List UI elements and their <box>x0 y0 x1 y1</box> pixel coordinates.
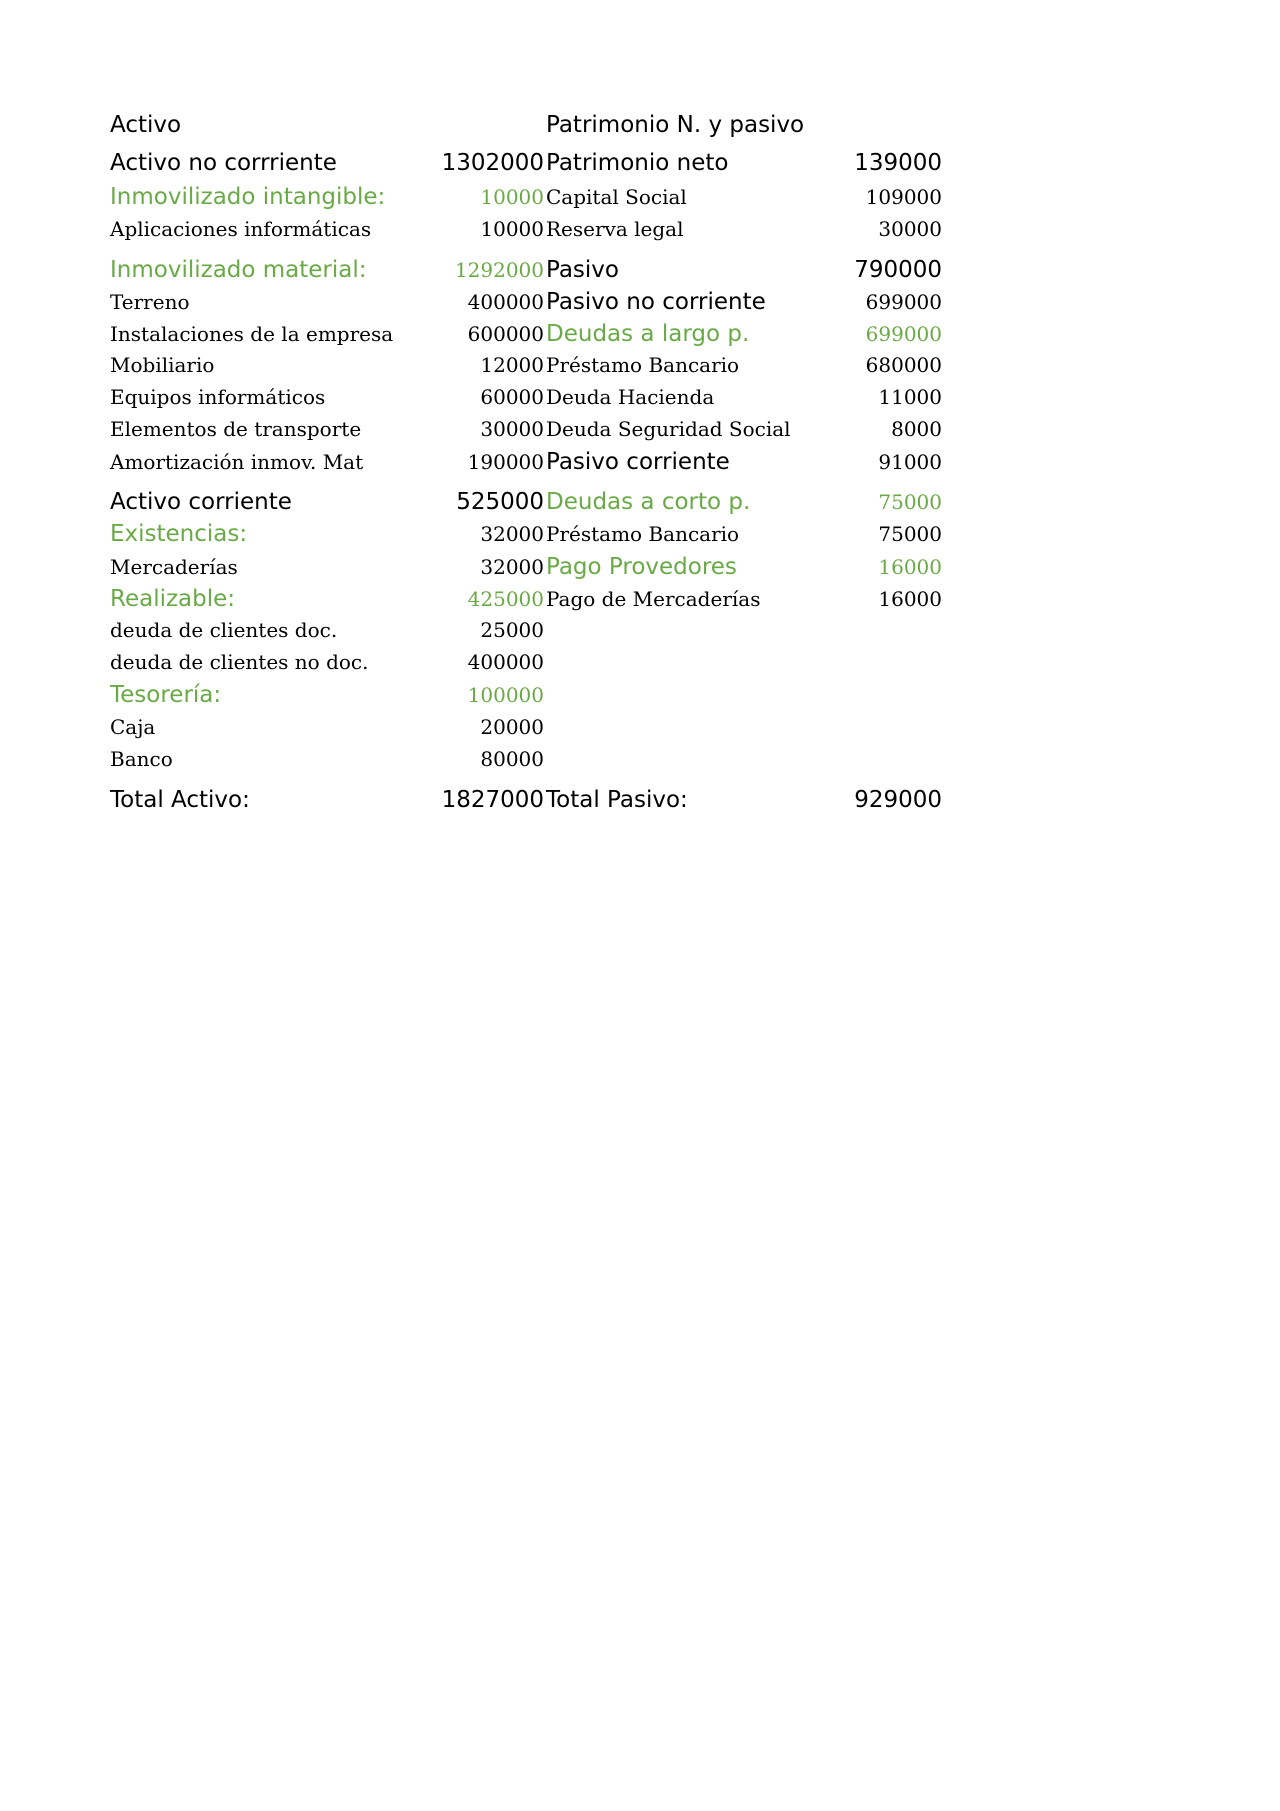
activo-label-cell: Equipos informáticos <box>110 385 326 409</box>
activo-label-cell: Total Activo: <box>110 787 250 813</box>
pasivo-label-cell: Deuda Hacienda <box>546 385 715 409</box>
pasivo-label-cell: Pasivo no corriente <box>546 289 766 315</box>
pasivo-value-cell: 30000 <box>878 217 942 241</box>
activo-value-cell: 32000 <box>480 555 544 579</box>
activo-label-cell: Mercaderías <box>110 555 238 579</box>
table-row <box>110 385 950 417</box>
activo-value-cell: 32000 <box>480 522 544 546</box>
pasivo-value-cell: 699000 <box>865 322 942 346</box>
table-row <box>110 417 950 449</box>
activo-label-cell: Activo corriente <box>110 489 292 515</box>
activo-value-cell: 400000 <box>467 290 544 314</box>
pasivo-label-cell: Patrimonio N. y pasivo <box>546 112 805 138</box>
activo-label-cell: Terreno <box>110 290 190 314</box>
table-row <box>110 257 950 289</box>
activo-value-cell: 600000 <box>467 322 544 346</box>
pasivo-label-cell: Reserva legal <box>546 217 684 241</box>
activo-label-cell: Caja <box>110 715 156 739</box>
balance-sheet-table <box>110 112 950 821</box>
pasivo-label-cell: Total Pasivo: <box>546 787 688 813</box>
table-row <box>110 650 950 682</box>
activo-label-cell: Tesorería: <box>110 682 222 708</box>
pasivo-label-cell: Préstamo Bancario <box>546 353 740 377</box>
pasivo-label-cell: Pago de Mercaderías <box>546 587 761 611</box>
pasivo-label-cell: Patrimonio neto <box>546 150 729 176</box>
pasivo-value-cell: 8000 <box>891 417 942 441</box>
pasivo-value-cell: 109000 <box>865 185 942 209</box>
table-row <box>110 184 950 217</box>
activo-value-cell: 425000 <box>467 587 544 611</box>
activo-label-cell: Amortización inmov. Mat <box>110 450 364 474</box>
activo-value-cell: 525000 <box>456 489 544 515</box>
pasivo-value-cell: 16000 <box>878 587 942 611</box>
pasivo-value-cell: 16000 <box>878 555 942 579</box>
table-row <box>110 112 950 150</box>
pasivo-label-cell: Deudas a largo p. <box>546 321 750 347</box>
activo-label-cell: Realizable: <box>110 586 236 612</box>
pasivo-value-cell: 680000 <box>865 353 942 377</box>
activo-value-cell: 80000 <box>480 747 544 771</box>
activo-label-cell: Instalaciones de la empresa <box>110 322 394 346</box>
activo-value-cell: 1292000 <box>454 258 544 282</box>
pasivo-value-cell: 75000 <box>878 490 942 514</box>
pasivo-label-cell: Capital Social <box>546 185 687 209</box>
activo-label-cell: Activo no corrriente <box>110 150 337 176</box>
activo-label-cell: deuda de clientes doc. <box>110 618 338 642</box>
activo-value-cell: 1302000 <box>441 150 544 176</box>
activo-value-cell: 400000 <box>467 650 544 674</box>
activo-value-cell: 12000 <box>480 353 544 377</box>
activo-value-cell: 190000 <box>467 450 544 474</box>
pasivo-value-cell: 91000 <box>878 450 942 474</box>
table-row <box>110 217 950 257</box>
pasivo-label-cell: Pago Provedores <box>546 554 737 580</box>
activo-value-cell: 20000 <box>480 715 544 739</box>
activo-label-cell: Elementos de transporte <box>110 417 362 441</box>
pasivo-value-cell: 75000 <box>878 522 942 546</box>
table-row <box>110 586 950 618</box>
pasivo-value-cell: 699000 <box>865 290 942 314</box>
pasivo-value-cell: 11000 <box>878 385 942 409</box>
table-row <box>110 321 950 353</box>
table-row <box>110 715 950 747</box>
table-row <box>110 618 950 650</box>
activo-label-cell: Activo <box>110 112 182 138</box>
activo-value-cell: 10000 <box>480 185 544 209</box>
table-row <box>110 554 950 586</box>
pasivo-value-cell: 790000 <box>854 257 942 283</box>
activo-label-cell: Existencias: <box>110 521 248 547</box>
table-row <box>110 787 950 821</box>
table-row <box>110 449 950 489</box>
pasivo-value-cell: 929000 <box>854 787 942 813</box>
activo-value-cell: 1827000 <box>441 787 544 813</box>
table-row <box>110 353 950 385</box>
table-row <box>110 682 950 715</box>
activo-value-cell: 60000 <box>480 385 544 409</box>
activo-label-cell: Banco <box>110 747 173 771</box>
activo-label-cell: Aplicaciones informáticas <box>110 217 372 241</box>
activo-label-cell: deuda de clientes no doc. <box>110 650 369 674</box>
pasivo-label-cell: Deudas a corto p. <box>546 489 751 515</box>
table-row <box>110 489 950 521</box>
activo-value-cell: 100000 <box>467 683 544 707</box>
table-row <box>110 289 950 321</box>
pasivo-label-cell: Pasivo corriente <box>546 449 730 475</box>
pasivo-value-cell: 139000 <box>854 150 942 176</box>
table-row <box>110 150 950 184</box>
activo-label-cell: Mobiliario <box>110 353 215 377</box>
pasivo-label-cell: Préstamo Bancario <box>546 522 740 546</box>
activo-label-cell: Inmovilizado intangible: <box>110 184 386 210</box>
activo-value-cell: 10000 <box>480 217 544 241</box>
pasivo-label-cell: Pasivo <box>546 257 619 283</box>
activo-value-cell: 25000 <box>480 618 544 642</box>
activo-value-cell: 30000 <box>480 417 544 441</box>
table-row <box>110 521 950 554</box>
pasivo-label-cell: Deuda Seguridad Social <box>546 417 791 441</box>
table-row <box>110 747 950 787</box>
activo-label-cell: Inmovilizado material: <box>110 257 367 283</box>
